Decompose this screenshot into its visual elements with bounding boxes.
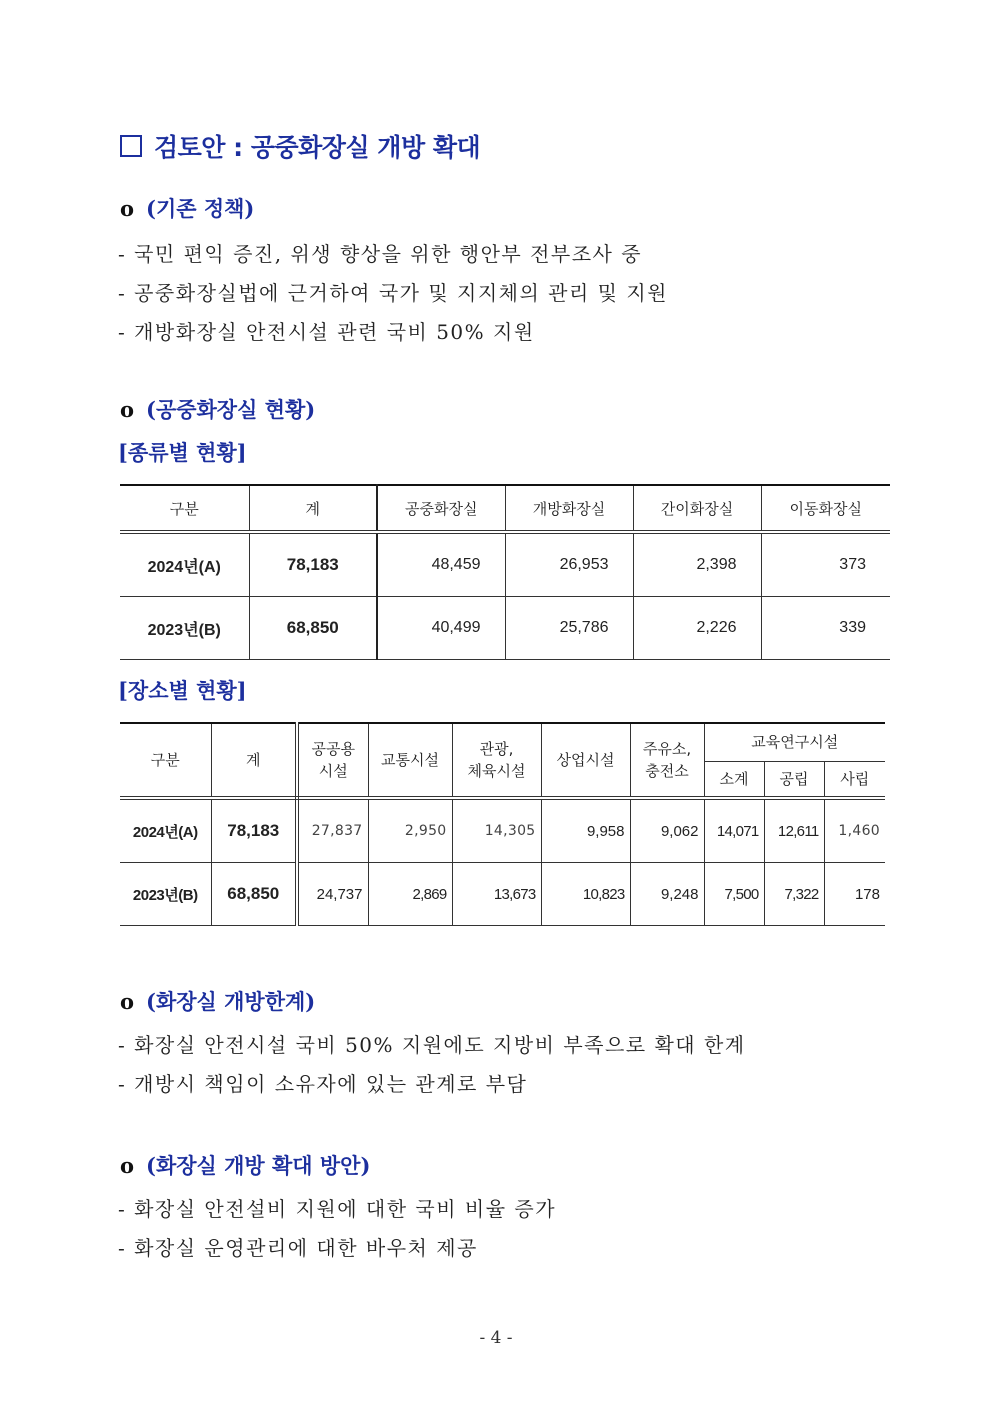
table-row xyxy=(120,798,885,863)
table-cell: 26,953 xyxy=(505,532,633,597)
square-bullet-icon xyxy=(120,135,142,157)
table-cell: 7,322 xyxy=(764,863,824,926)
table-cell: 178 xyxy=(824,863,885,926)
table-cell: 12,611 xyxy=(764,798,824,863)
bullet-icon: o xyxy=(120,196,135,221)
table-cell: 10,823 xyxy=(541,863,630,926)
list-item: - 국민 편익 증진, 위생 향상을 위한 행안부 전부조사 중 xyxy=(118,242,643,266)
column-header: 구분 xyxy=(120,485,249,532)
table-cell: 48,459 xyxy=(377,532,505,597)
column-header: 개방화장실 xyxy=(505,485,633,532)
page-number: - 4 - xyxy=(479,1328,513,1348)
table-row xyxy=(120,597,890,660)
list-item: - 공중화장실법에 근거하여 국가 및 지지체의 관리 및 지원 xyxy=(118,281,668,305)
table-cell: 2,226 xyxy=(633,597,761,660)
row-label: 2024년(A) xyxy=(120,532,249,597)
header-line: 관광, xyxy=(479,740,514,758)
column-header: 구분 xyxy=(120,723,211,798)
column-header: 공중화장실 xyxy=(377,485,505,532)
column-header: 사립 xyxy=(824,761,885,798)
table-cell: 2,950 xyxy=(368,798,452,863)
table-header-row xyxy=(120,485,890,532)
section-heading-text: (화장실 개방한계) xyxy=(146,989,316,1014)
table-cell: 9,062 xyxy=(630,798,704,863)
bullet-icon: o xyxy=(120,989,135,1014)
section-heading-existing xyxy=(120,193,254,223)
column-header: 이동화장실 xyxy=(761,485,890,532)
column-header xyxy=(297,723,368,798)
section-heading-text: (화장실 개방 확대 방안) xyxy=(146,1153,371,1178)
column-header: 간이화장실 xyxy=(633,485,761,532)
list-item: - 화장실 안전설비 지원에 대한 국비 비율 증가 xyxy=(118,1197,557,1221)
cell-total: 78,183 xyxy=(211,798,297,863)
header-line: 체육시설 xyxy=(467,762,526,780)
list-item: - 화장실 안전시설 국비 50% 지원에도 지방비 부족으로 확대 한계 xyxy=(118,1033,746,1057)
table-cell: 14,305 xyxy=(452,798,541,863)
table-cell: 7,500 xyxy=(704,863,764,926)
bullet-icon: o xyxy=(120,397,135,422)
list-item: - 개방화장실 안전시설 관련 국비 50% 지원 xyxy=(118,320,535,344)
page-title xyxy=(120,128,480,164)
cell-total: 68,850 xyxy=(211,863,297,926)
column-header: 소계 xyxy=(704,761,764,798)
table-row xyxy=(120,532,890,597)
table-cell: 1,460 xyxy=(824,798,885,863)
table-cell: 2,869 xyxy=(368,863,452,926)
table-cell: 40,499 xyxy=(377,597,505,660)
column-header xyxy=(630,723,704,798)
table-cell: 373 xyxy=(761,532,890,597)
row-label: 2024년(A) xyxy=(120,798,211,863)
column-header: 계 xyxy=(211,723,297,798)
section-heading-text: (기존 정책) xyxy=(146,196,255,221)
section-heading-text: (공중화장실 현황) xyxy=(146,397,316,422)
subheading-by-type: [종류별 현황] xyxy=(118,440,247,465)
cell-total: 68,850 xyxy=(249,597,377,660)
section-heading-status xyxy=(120,394,315,424)
table-header-row xyxy=(120,723,885,761)
cell-total: 78,183 xyxy=(249,532,377,597)
section-heading-plan xyxy=(120,1150,370,1180)
table-cell: 9,958 xyxy=(541,798,630,863)
list-item: - 화장실 운영관리에 대한 바우처 제공 xyxy=(118,1236,478,1260)
column-header: 상업시설 xyxy=(541,723,630,798)
table-by-type xyxy=(120,484,890,660)
column-header: 교통시설 xyxy=(368,723,452,798)
column-header xyxy=(452,723,541,798)
table-cell: 2,398 xyxy=(633,532,761,597)
table-by-place xyxy=(120,722,885,926)
table-cell: 24,737 xyxy=(297,863,368,926)
table-row xyxy=(120,863,885,926)
page-title-text: 검토안 : 공중화장실 개방 확대 xyxy=(154,133,481,162)
table-cell: 14,071 xyxy=(704,798,764,863)
table-cell: 339 xyxy=(761,597,890,660)
table-cell: 13,673 xyxy=(452,863,541,926)
column-header: 계 xyxy=(249,485,377,532)
row-label: 2023년(B) xyxy=(120,863,211,926)
list-item: - 개방시 책임이 소유자에 있는 관계로 부담 xyxy=(118,1072,528,1096)
table-cell: 25,786 xyxy=(505,597,633,660)
column-header: 공립 xyxy=(764,761,824,798)
table-cell: 27,837 xyxy=(297,798,368,863)
column-header: 교육연구시설 xyxy=(704,723,885,761)
subheading-by-place: [장소별 현황] xyxy=(118,678,247,703)
bullet-icon: o xyxy=(120,1153,135,1178)
header-line: 주유소, xyxy=(642,740,692,758)
header-line: 시설 xyxy=(318,762,348,780)
header-line: 충전소 xyxy=(645,762,689,780)
row-label: 2023년(B) xyxy=(120,597,249,660)
header-line: 공공용 xyxy=(311,740,355,758)
table-cell: 9,248 xyxy=(630,863,704,926)
section-heading-limits xyxy=(120,986,315,1016)
